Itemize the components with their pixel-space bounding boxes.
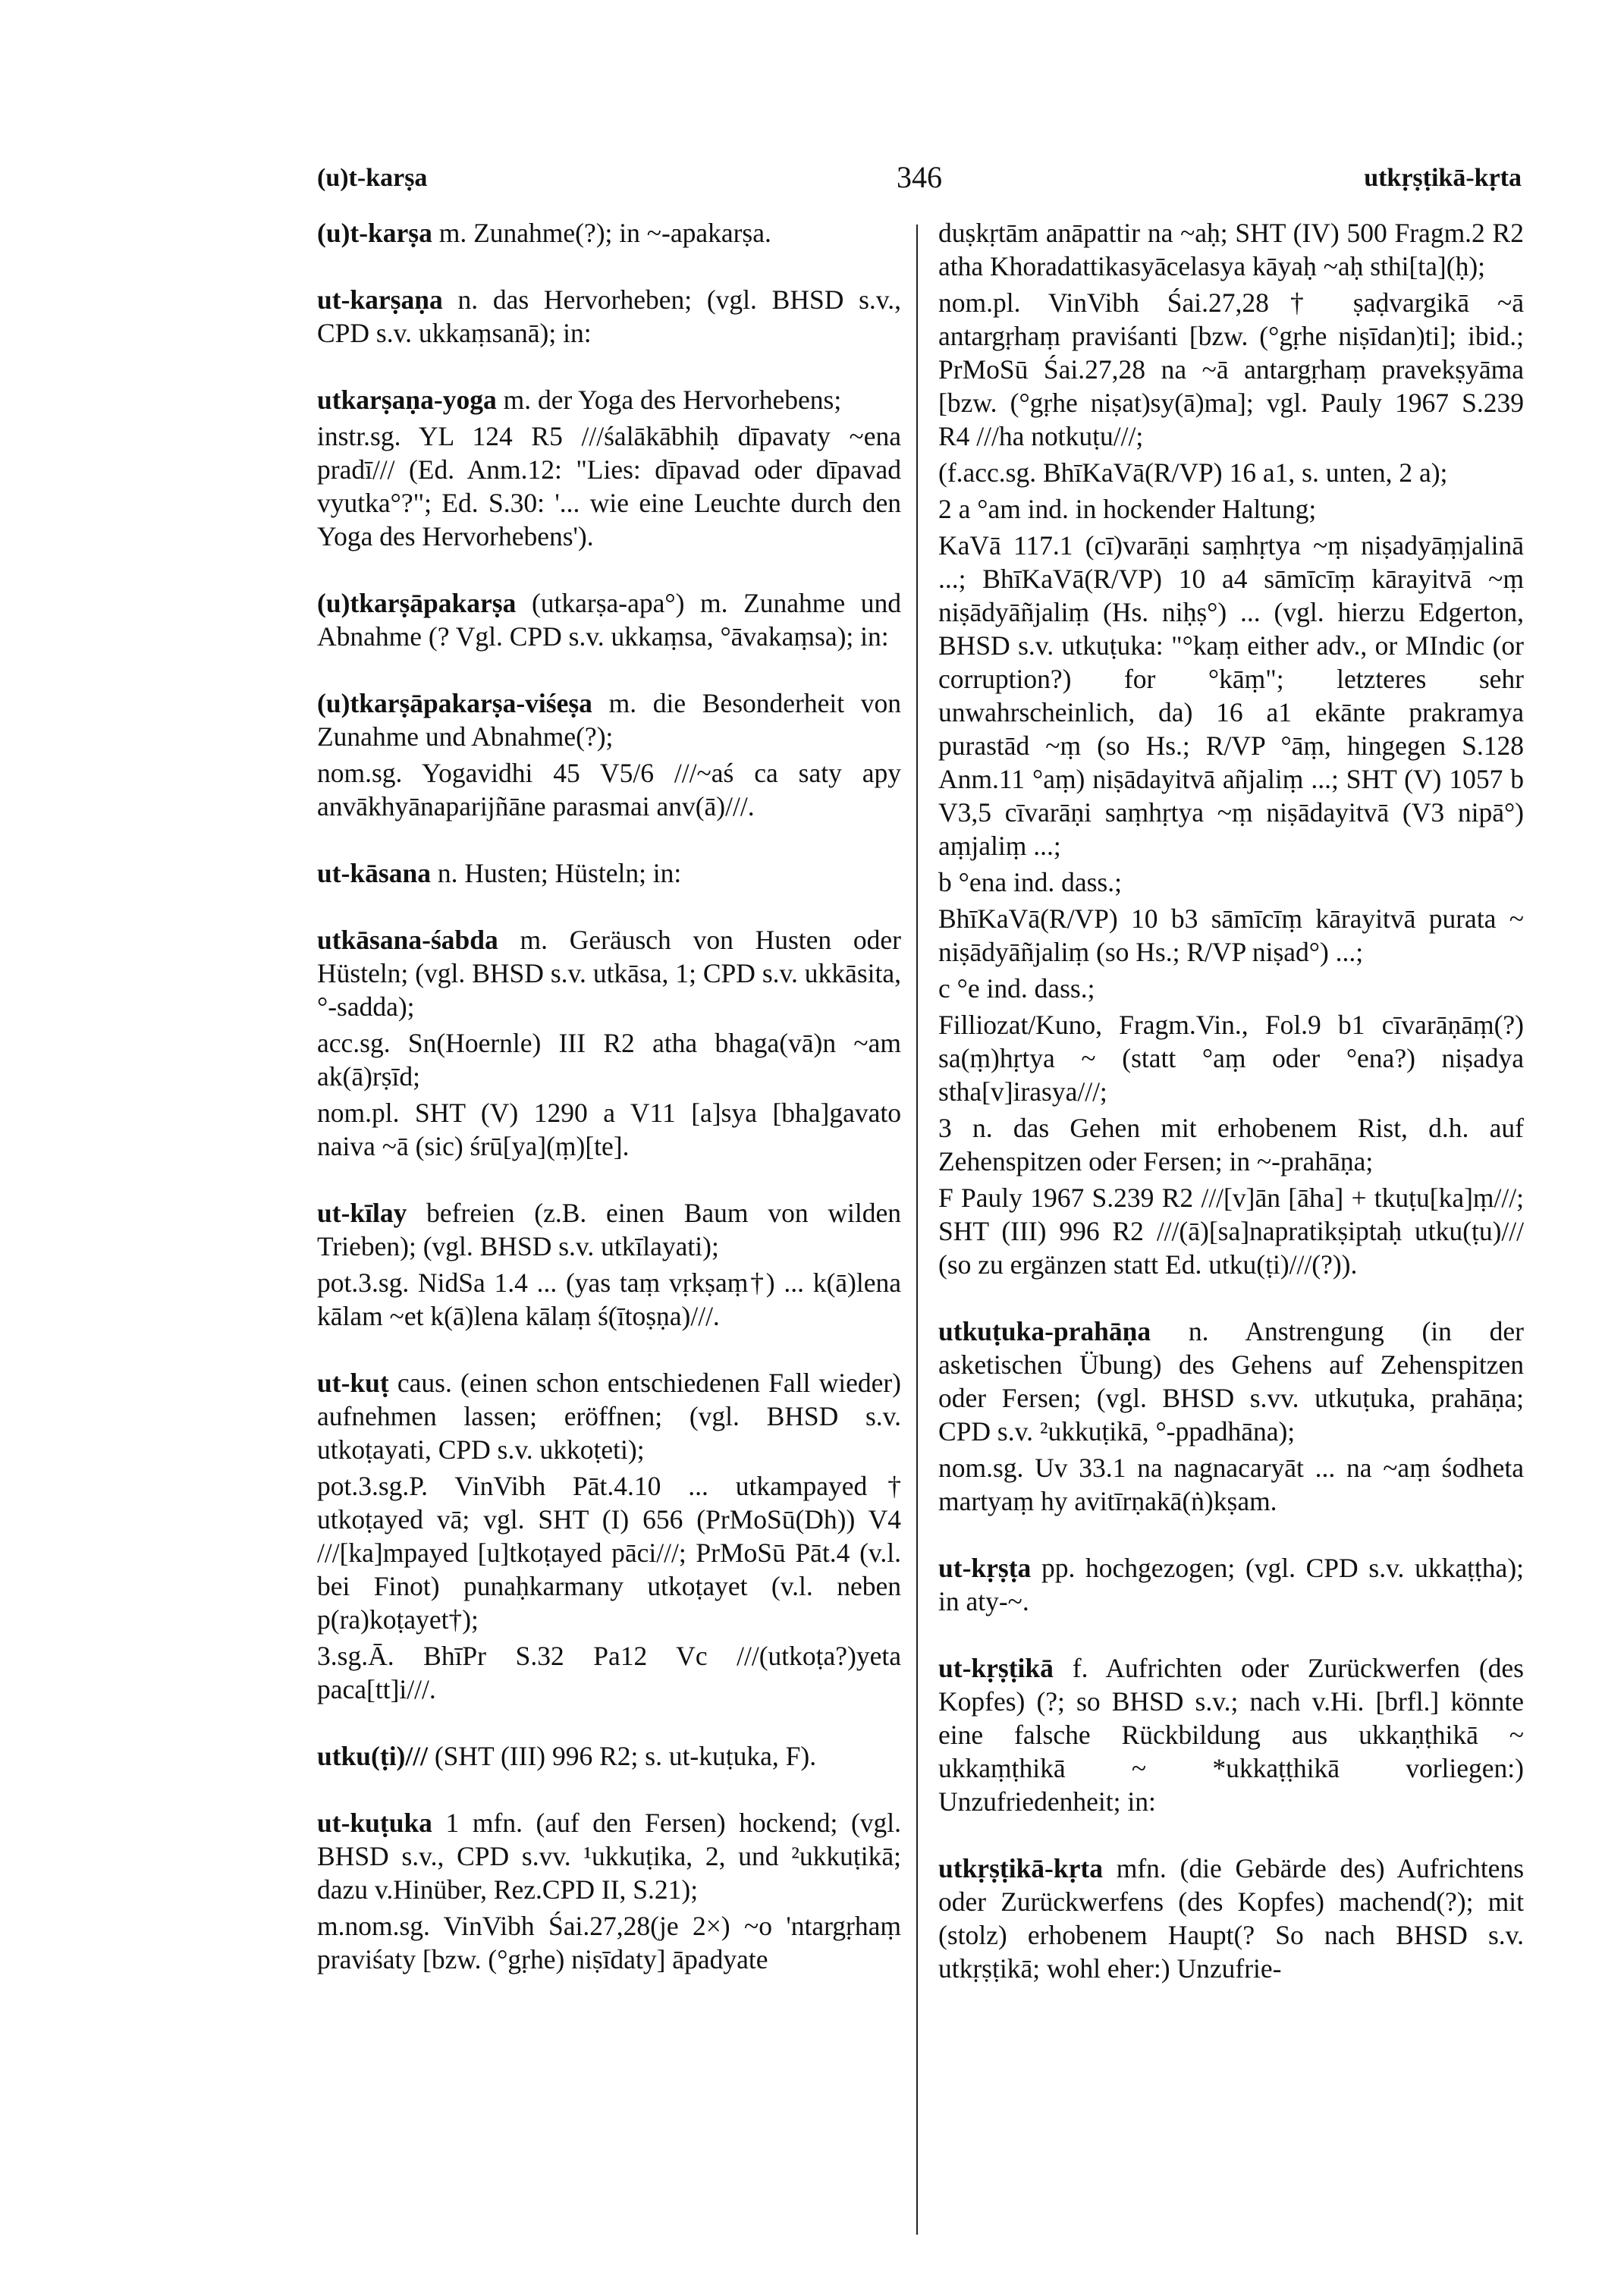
entry-lemma: (u)t-karṣa [317,218,432,248]
entry-citation: pot.3.sg.P. VinVibh Pāt.4.10 ... utkampayed† utkoṭayed vā; vgl. SHT (I) 656 (PrMoSū(Dh)) V4 ///[ka]mpayed [u]tkoṭayed pāci///; PrMoSū Pāt.4 (v.l. bei Finot) punaḥkarmany utkoṭayet (v.l. neben p(ra)koṭayet†); [317,1471,901,1635]
column-divider [916,225,918,2235]
entry-lemma: utkṛṣṭikā-kṛta [938,1853,1103,1883]
entry-text: 1 mfn. (auf den Fersen) hockend; (vgl. BHSD s.v., CPD s.vv. ¹ukkuṭika, 2, und ²ukkuṭikā; dazu v.Hinüber, Rez.CPD II, S.21); [317,1808,902,1905]
entry-lemma: utkarṣaṇa-yoga [317,385,497,415]
dictionary-entry [938,1551,1524,1618]
dictionary-entry [317,383,901,553]
entry-lemma: utkuṭuka-prahāṇa [938,1316,1151,1346]
entry-continuation [938,216,1524,1281]
left-column [317,216,901,2009]
entry-text: n. Anstrengung (in der asketischen Übung) des Gehens auf Zehenspitzen oder Fersen; (vgl. BHSD s.vv. utkuṭuka, prahāṇa; CPD s.v. ²ukkuṭikā, °-ppadhāna); [938,1316,1524,1447]
running-head-right: utkṛṣṭikā-kṛta [1364,164,1522,192]
dictionary-entry [317,1739,901,1773]
entry-text: befreien (z.B. einen Baum von wilden Trieben); (vgl. BHSD s.v. utkīlayati); [317,1198,902,1261]
entry-citation: m.nom.sg. VinVibh Śai.27,28(je 2×) ~o 'ntargṛhaṃ praviśaty [bzw. (°gṛhe) niṣīdaty] āpadyate [317,1911,901,1974]
entry-lemma: ut-kṛṣṭa [938,1553,1032,1583]
entry-lemma: (u)tkarṣāpakarṣa [317,588,517,618]
entry-citation: instr.sg. YL 124 R5 ///śalākābhiḥ dīpavaty ~ena pradī/// (Ed. Anm.12: "Lies: dīpavad oder dīpavad vyutka°?"; Ed. S.30: '... wie eine Leuchte durch den Yoga des Hervorhebens'). [317,421,901,551]
entry-text: f. Aufrichten oder Zurückwerfen (des Kopfes) (?; so BHSD s.v.; nach v.Hi. [brfl.] könnte eine falsche Rückbildung aus ukkaṇṭhikā ~ ukkaṃṭhikā ~ *ukkaṭṭhikā vorliegen:) Unzufriedenheit; in: [938,1653,1525,1817]
entry-lemma: utkāsana-śabda [317,925,498,955]
entry-text: (SHT (III) 996 R2; s. ut-kuṭuka, F). [434,1741,817,1771]
dictionary-entry [938,1315,1524,1518]
entry-lemma: (u)tkarṣāpakarṣa-viśeṣa [317,688,592,718]
dictionary-entry [317,686,901,823]
entry-lemma: utku(ṭi)/// [317,1741,428,1771]
right-column [938,216,1524,2018]
entry-text: (utkarṣa-apa°) m. Zunahme und Abnahme (? Vgl. CPD s.v. ukkaṃsa, °āvakaṃsa); in: [317,588,901,652]
entry-citation: nom.sg. Yogavidhi 45 V5/6 ///~aś ca saty apy anvākhyānaparijñāne parasmai anv(ā)///. [317,758,901,821]
entry-lemma: ut-karṣaṇa [317,284,443,315]
entry-citation: nom.pl. VinVibh Śai.27,28† ṣaḍvargikā ~ā antargṛhaṃ praviśanti [bzw. (°gṛhe niṣīdan)ti]; ibid.; PrMoSū Śai.27,28 na ~ā antargṛhaṃ pravekṣyāma [bzw. (°gṛhe niṣat)sy(ā)ma]; vgl. Pauly 1967 S.239 R4 ///ha notkuṭu///; [938,287,1524,451]
entry-citation: Filliozat/Kuno, Fragm.Vin., Fol.9 b1 cīvarāṇāṃ(?) sa(ṃ)hṛtya ~ (statt °aṃ oder °ena?) niṣadya stha[v]irasya///; [938,1010,1524,1107]
entry-citation: nom.pl. SHT (V) 1290 a V11 [a]sya [bha]gavato naiva ~ā (sic) śrū[ya](ṃ)[te]. [317,1098,901,1161]
dictionary-entry [317,1806,901,1976]
entry-lemma: ut-kuṭ [317,1368,389,1398]
dictionary-entry [317,216,901,250]
dictionary-entry [938,1852,1524,1985]
entry-citation: pot.3.sg. NidSa 1.4 ... (yas taṃ vṛkṣaṃ†) ... k(ā)lena kālam ~et k(ā)lena kālaṃ ś(ītoṣṇa)///. [317,1268,901,1331]
entry-citation: F Pauly 1967 S.239 R2 ///[v]ān [āha] + tkuṭu[ka]ṃ///; SHT (III) 996 R2 ///(ā)[sa]napratikṣiptaḥ utku(ṭu)/// (so zu ergänzen statt Ed. utku(ṭi)///(?)). [938,1183,1524,1280]
entry-lemma: ut-kāsana [317,858,431,888]
dictionary-entry [317,1366,901,1706]
dictionary-entry [317,923,901,1163]
dictionary-entry [938,1651,1524,1818]
entry-lemma: ut-kṛṣṭikā [938,1653,1054,1683]
entry-text: n. Husten; Hüsteln; in: [437,858,682,888]
entry-citation: duṣkṛtām anāpattir na ~aḥ; SHT (IV) 500 Fragm.2 R2 atha Khoradattikasyācelasya kāyaḥ ~aḥ sthi[ta](ḥ); [938,218,1524,281]
entry-sense: 2 a °am ind. in hockender Haltung; [938,494,1317,524]
entry-citation: acc.sg. Sn(Hoernle) III R2 atha bhaga(vā)n ~am ak(ā)rṣīd; [317,1028,901,1092]
entry-text: m. die Besonderheit von Zunahme und Abnahme(?); [317,688,902,752]
entry-sense: 3 n. das Gehen mit erhobenem Rist, d.h. auf Zehenspitzen oder Fersen; in ~-prahāṇa; [938,1113,1524,1176]
entry-lemma: ut-kuṭuka [317,1808,432,1838]
entry-citation: KaVā 117.1 (cī)varāṇi saṃhṛtya ~ṃ niṣadyāṃjalinā ...; BhīKaVā(R/VP) 10 a4 sāmīcīṃ kārayitvā ~ṃ niṣādyāñjaliṃ (Hs. niḥṣ°) ... (vgl. hierzu Edgerton, BHSD s.v. utkuṭuka: "°kaṃ either adv., or MIndic (or corruption?) for °kāṃ"; letzteres sehr unwahrscheinlich, da) 16 a1 ekānte prakramya purastād ~ṃ (so Hs.; R/VP °āṃ, hingegen S.128 Anm.11 °aṃ) niṣādayitvā añjaliṃ ...; SHT (V) 1057 b V3,5 cīvarāṇi saṃhṛtya ~ṃ niṣādayitvā (V3 nipā°) aṃjaliṃ ...; [938,530,1524,861]
entry-sense: b °ena ind. dass.; [938,867,1122,897]
entry-text: n. das Hervorheben; (vgl. BHSD s.v., CPD s.v. ukkaṃsanā); in: [317,284,901,348]
entry-text: mfn. (die Gebärde des) Aufrichtens oder Zurückwerfens (des Kopfes) machend(?); mit (stolz) erhobenem Haupt(? So nach BHSD s.v. utkṛṣṭikā; wohl eher:) Unzufrie- [938,1853,1525,1984]
entry-citation: nom.sg. Uv 33.1 na nagnacaryāt ... na ~aṃ śodheta martyaṃ hy avitīrṇakā(ṅ)kṣam. [938,1453,1524,1516]
entry-text: pp. hochgezogen; (vgl. CPD s.v. ukkaṭṭha); in aty-~. [938,1553,1525,1616]
entry-citation: BhīKaVā(R/VP) 10 b3 sāmīcīṃ kārayitvā purata ~ niṣādyāñjaliṃ (so Hs.; R/VP niṣad°) ...; [938,903,1524,967]
entry-text: caus. (einen schon entschiedenen Fall wieder) aufnehmen lassen; eröffnen; (vgl. BHSD s.v. utkoṭayati, CPD s.v. ukkoṭeti); [317,1368,901,1465]
running-head-left: (u)t-karṣa [317,164,428,192]
dictionary-entry [317,1196,901,1333]
dictionary-entry [317,856,901,890]
entry-text: m. Geräusch von Husten oder Hüsteln; (vgl. BHSD s.v. utkāsa, 1; CPD s.v. ukkāsita, °-sadda); [317,925,901,1022]
entry-citation: (f.acc.sg. BhīKaVā(R/VP) 16 a1, s. unten, 2 a); [938,457,1448,488]
dictionary-entry [317,283,901,350]
dictionary-entry [317,586,901,653]
entry-text: m. der Yoga des Hervorhebens; [503,385,842,415]
page-number: 346 [897,160,942,194]
entry-sense: c °e ind. dass.; [938,973,1095,1004]
entry-lemma: ut-kīlay [317,1198,407,1228]
entry-text: m. Zunahme(?); in ~-apakarṣa. [438,218,771,248]
entry-citation: 3.sg.Ā. BhīPr S.32 Pa12 Vc ///(utkoṭa?)yeta paca[tt]i///. [317,1641,901,1704]
